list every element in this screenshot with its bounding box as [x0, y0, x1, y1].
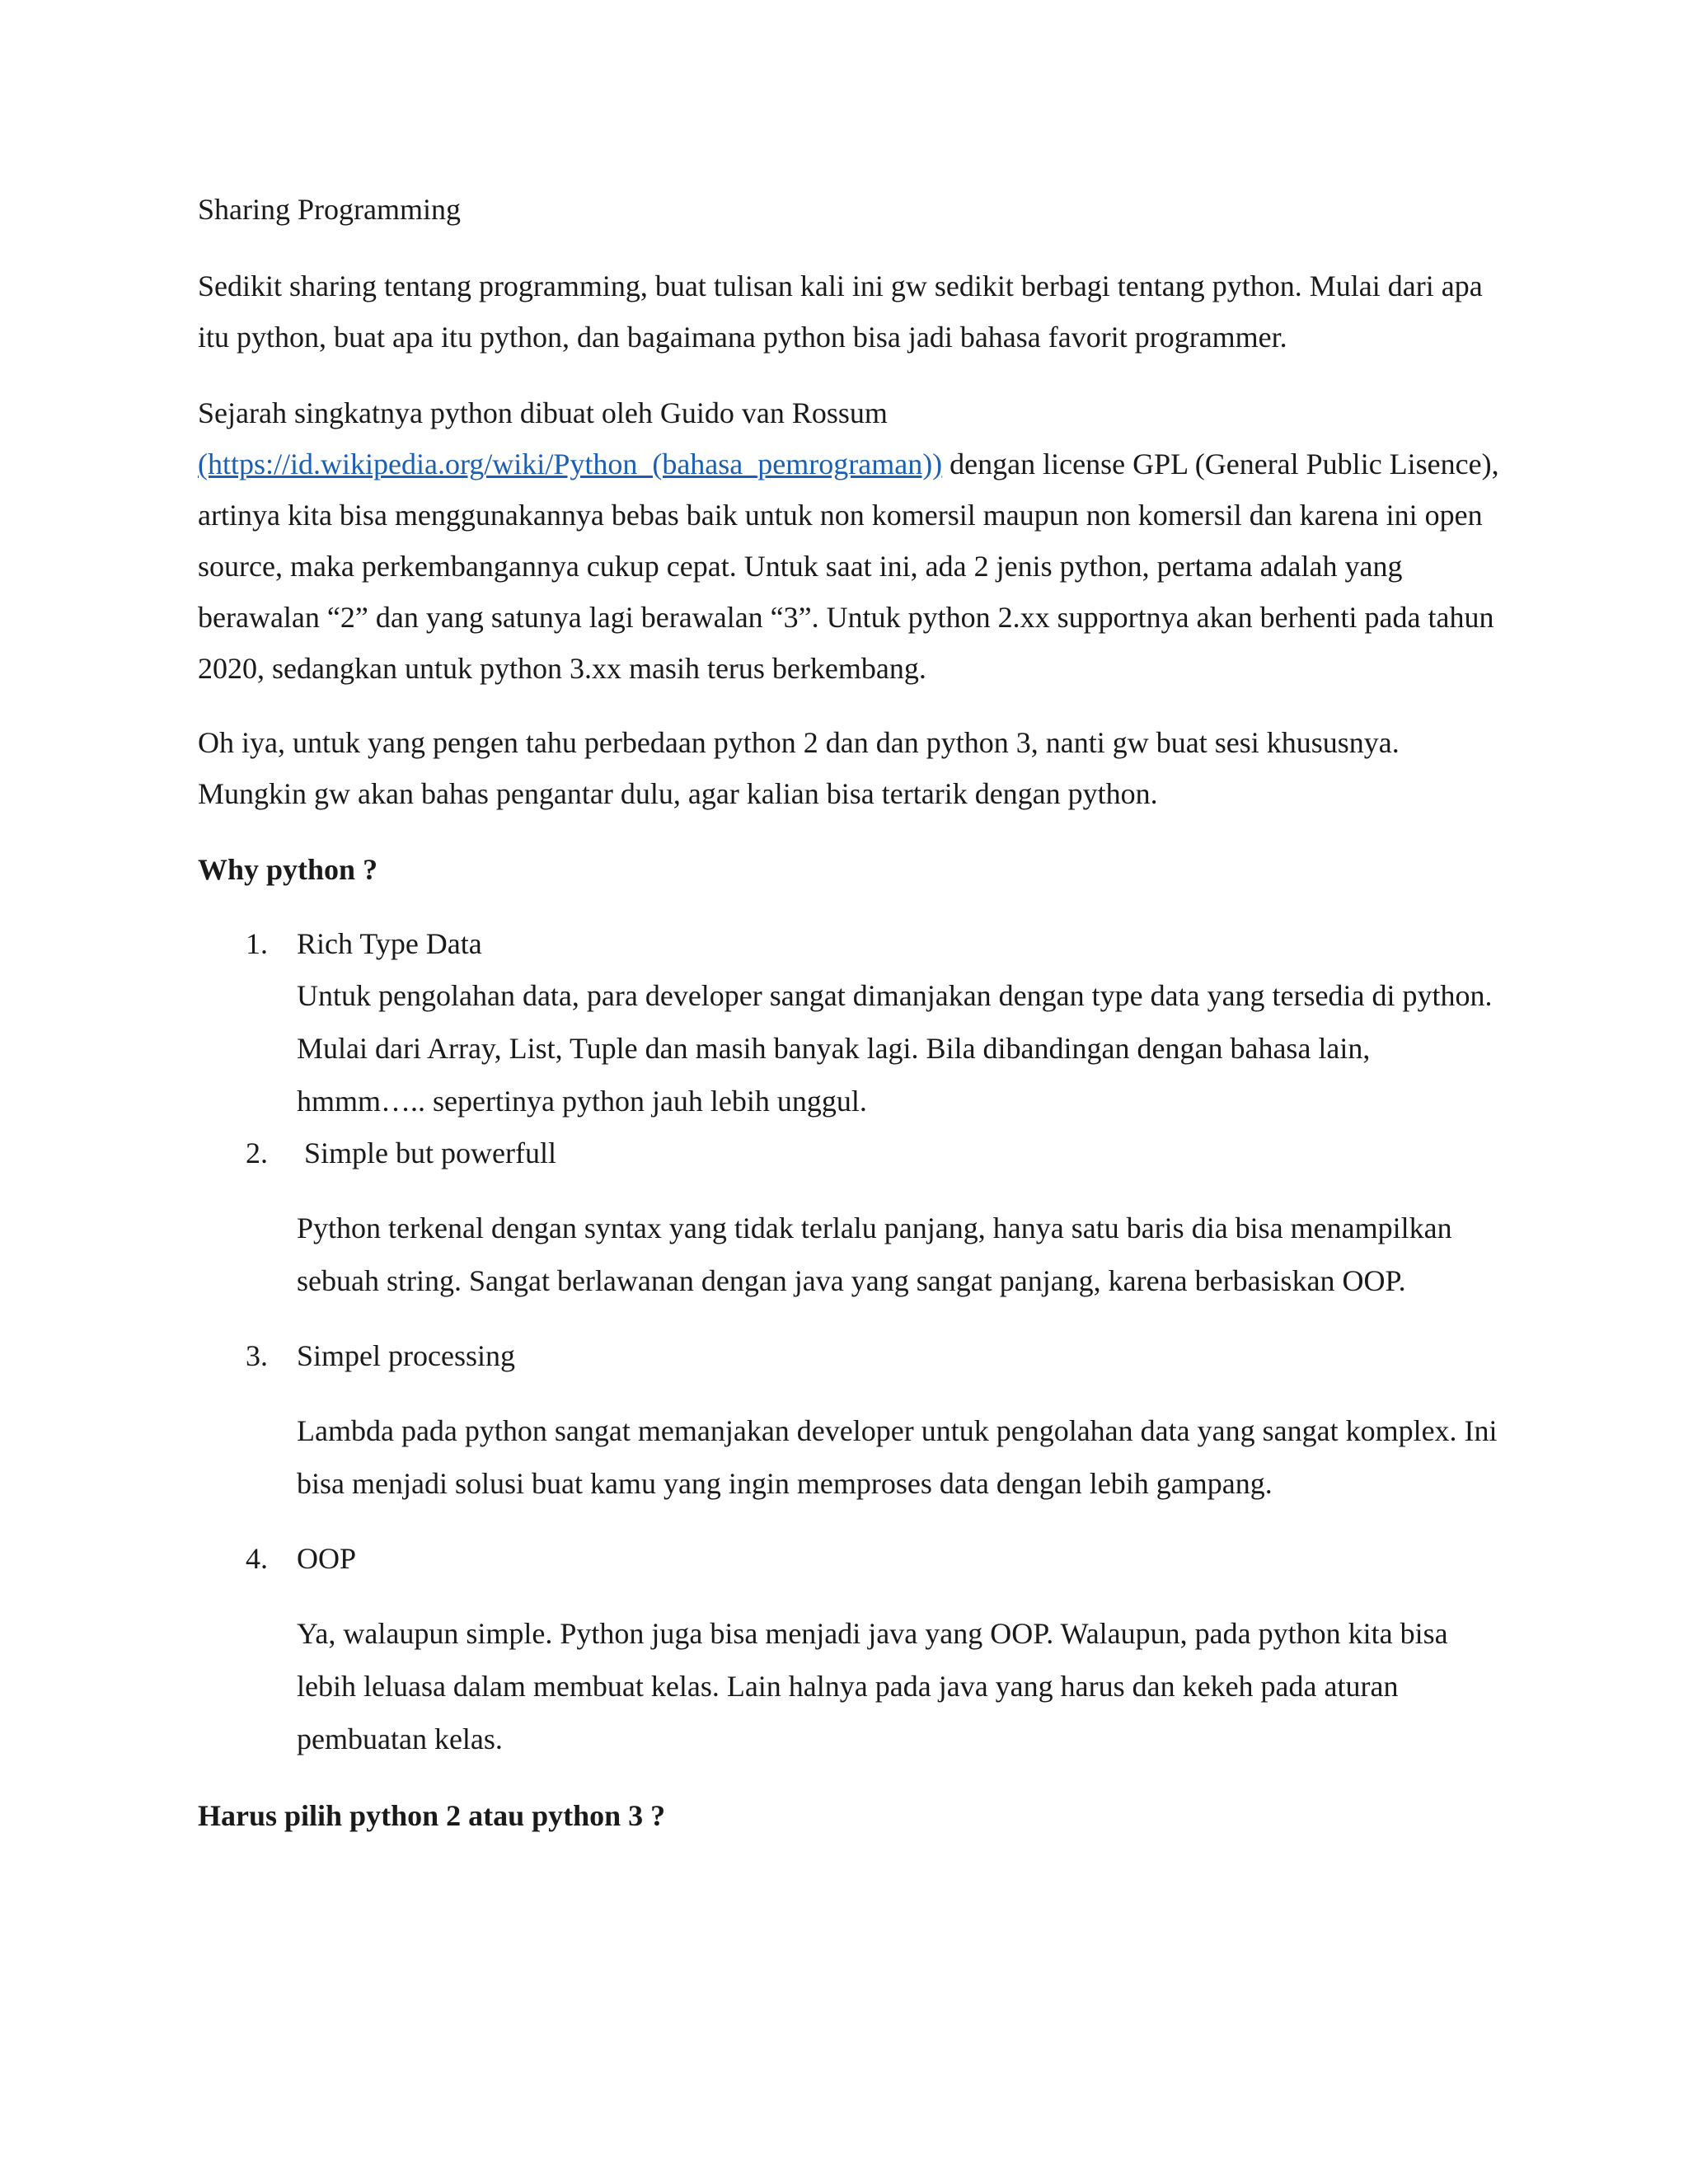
- list-number: 4.: [246, 1542, 268, 1575]
- list-number: 2.: [246, 1137, 268, 1169]
- list-item-body: Python terkenal dengan syntax yang tidak terlalu panjang, hanya satu baris dia bisa menampilkan sebuah string. Sangat berlawanan dengan java yang sangat panjang, karena berbasiskan OOP.: [297, 1212, 1452, 1297]
- list-item: [198, 1330, 1500, 1510]
- list-item-title: Rich Type Data: [297, 927, 482, 960]
- list-number: 1.: [246, 927, 268, 960]
- history-paragraph: [198, 438, 1500, 694]
- list-item: [198, 918, 1500, 1127]
- list-item-body: Lambda pada python sangat memanjakan developer untuk pengolahan data yang sangat komplex. Ini bisa menjadi solusi buat kamu yang ingin memproses data dengan lebih gampang.: [297, 1414, 1498, 1500]
- history-line-1: Sejarah singkatnya python dibuat oleh Guido van Rossum: [198, 396, 888, 429]
- intro-paragraph: Sedikit sharing tentang programming, buat tulisan kali ini gw sedikit berbagi tentang python. Mulai dari apa itu python, buat apa itu python, dan bagaimana python bisa jadi bahasa favorit programmer.: [198, 269, 1483, 354]
- document-page: [198, 183, 1500, 1841]
- why-python-heading: Why python ?: [198, 853, 378, 886]
- list-item-title: Simple but powerfull: [297, 1137, 556, 1169]
- document-title: Sharing Programming: [198, 193, 461, 226]
- list-item-body: Ya, walaupun simple. Python juga bisa menjadi java yang OOP. Walaupun, pada python kita bisa lebih leluasa dalam membuat kelas. Lain halnya pada java yang harus dan kekeh pada aturan pembuatan kelas.: [297, 1617, 1448, 1755]
- wikipedia-link[interactable]: (https://id.wikipedia.org/wiki/Python_(bahasa_pemrograman)): [198, 448, 943, 480]
- list-item: [198, 1533, 1500, 1765]
- list-item-body: Untuk pengolahan data, para developer sangat dimanjakan dengan type data yang tersedia di python. Mulai dari Array, List, Tuple dan masih banyak lagi. Bila dibandingan dengan bahasa lain, hmmm….. sepertinya python jauh lebih unggul.: [297, 979, 1493, 1118]
- choose-version-heading: Harus pilih python 2 atau python 3 ?: [198, 1799, 666, 1832]
- reasons-list: [198, 918, 1500, 1765]
- list-item: [198, 1127, 1500, 1307]
- oh-iya-paragraph: Oh iya, untuk yang pengen tahu perbedaan python 2 dan dan python 3, nanti gw buat sesi khususnya. Mungkin gw akan bahas pengantar dulu, agar kalian bisa tertarik dengan python.: [198, 726, 1400, 810]
- list-item-title: OOP: [297, 1542, 357, 1575]
- list-number: 3.: [246, 1339, 268, 1372]
- history-text: dengan license GPL (General Public Lisence), artinya kita bisa menggunakannya bebas baik untuk non komersil maupun non komersil dan karena ini open source, maka perkembangannya cukup cepat. Untuk saat ini, ada 2 jenis python, pertama adalah yang berawalan “2” dan yang satunya lagi berawalan “3”. Untuk python 2.xx supportnya akan berhenti pada tahun 2020, sedangkan untuk python 3.xx masih terus berkembang.: [198, 448, 1499, 685]
- list-item-title: Simpel processing: [297, 1339, 515, 1372]
